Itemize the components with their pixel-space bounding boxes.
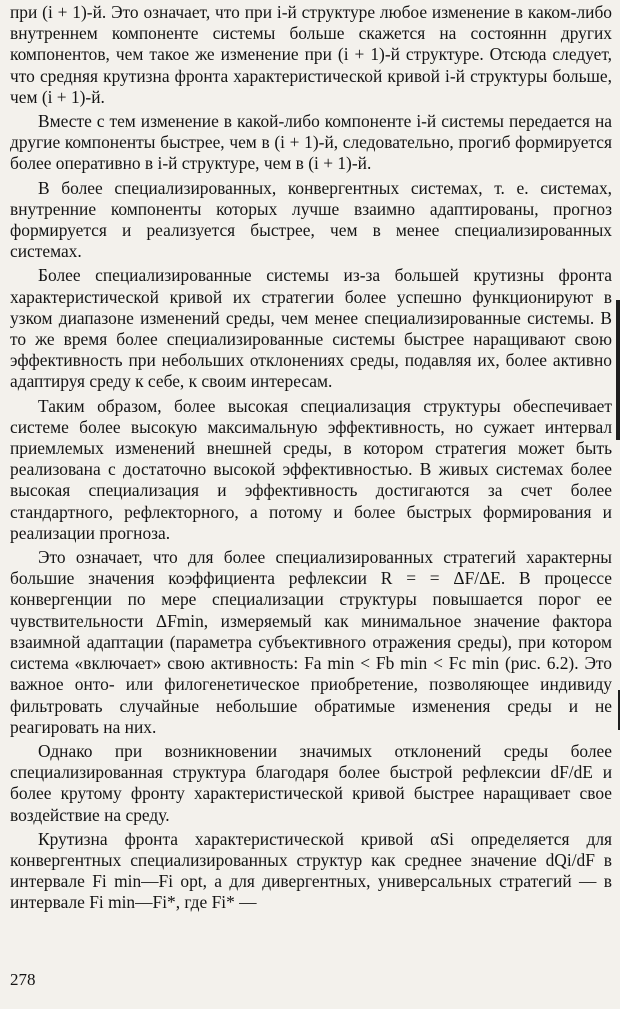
paragraph: Вместе с тем изменение в какой-либо компоненте i-й системы передается на другие компоненты быстрее, чем в (i + 1)-й, следовательно, прогиб формируется более оперативно в i-й структуре, чем в (i + 1)-й. (10, 111, 612, 174)
paragraph: при (i + 1)-й. Это означает, что при i-й структуре любое изменение в каком-либо внутреннем компоненте системы больше скажется на состояннн других компонентов, чем такое же изменение при (i + 1)-й структуре. Отсюда следует, что средняя крутизна фронта характеристической кривой i-й структуры больше, чем (i + 1)-й. (10, 2, 612, 107)
paragraph: Однако при возникновении значимых отклонений среды более специализированная структура благодаря более быстрой рефлексии dF/dE и более крутому фронту характеристической кривой быстрее наращивает свое воздействие на среду. (10, 740, 612, 825)
scan-edge-mark (616, 300, 620, 440)
paragraph: Крутизна фронта характеристической кривой αSi определяется для конвергентных специализированных структур как среднее значение dQi/dF в интервале Fi min—Fi opt, а для дивергентных, универсальных стратегий — в интервале Fi min—Fi*, где Fi* — (10, 828, 612, 913)
page-number: 278 (10, 970, 36, 989)
paragraph: Таким образом, более высокая специализация структуры обеспечивает системе более высокую максимальную эффективность, но сужает интервал приемлемых изменений внешней среды, в котором стратегия может быть реализована с достаточно высокой эффективностью. В живых системах более высокая специализация и эффективность достигаются за счет более стандартного, рефлекторного, а потому и более быстрых формирования и реализации прогноза. (10, 395, 612, 543)
paragraph: Более специализированные системы из-за большей крутизны фронта характеристической кривой их стратегии более успешно функционируют в узком диапазоне изменений среды, чем менее специализированные системы. В то же время более специализированные системы быстрее наращивают свою эффективность при небольших отклонениях среды, подавляя их, более активно адаптируя среду к себе, к своим интересам. (10, 265, 612, 392)
paragraph: Это означает, что для более специализированных стратегий характерны большие значения коэффициента рефлексии R = = ΔF/ΔE. В процессе конвергенции по мере специализации структуры повышается порог ее чувствительности ΔFmin, измеряемый как минимальное значение фактора взаимной адаптации (параметра субъективного отражения среды), при котором система «включает» свою активность: Fa min < Fb min < Fc min (рис. 6.2). Это важное онто- или филогенетическое приобретение, позволяющее индивиду фильтровать случайные небольшие обратимые изменения среды и не реагировать на них. (10, 547, 612, 737)
paragraph: В более специализированных, конвергентных системах, т. е. системах, внутренние компоненты которых лучше взаимно адаптированы, прогноз формируется и реализуется быстрее, чем в менее специализированных системах. (10, 177, 612, 262)
